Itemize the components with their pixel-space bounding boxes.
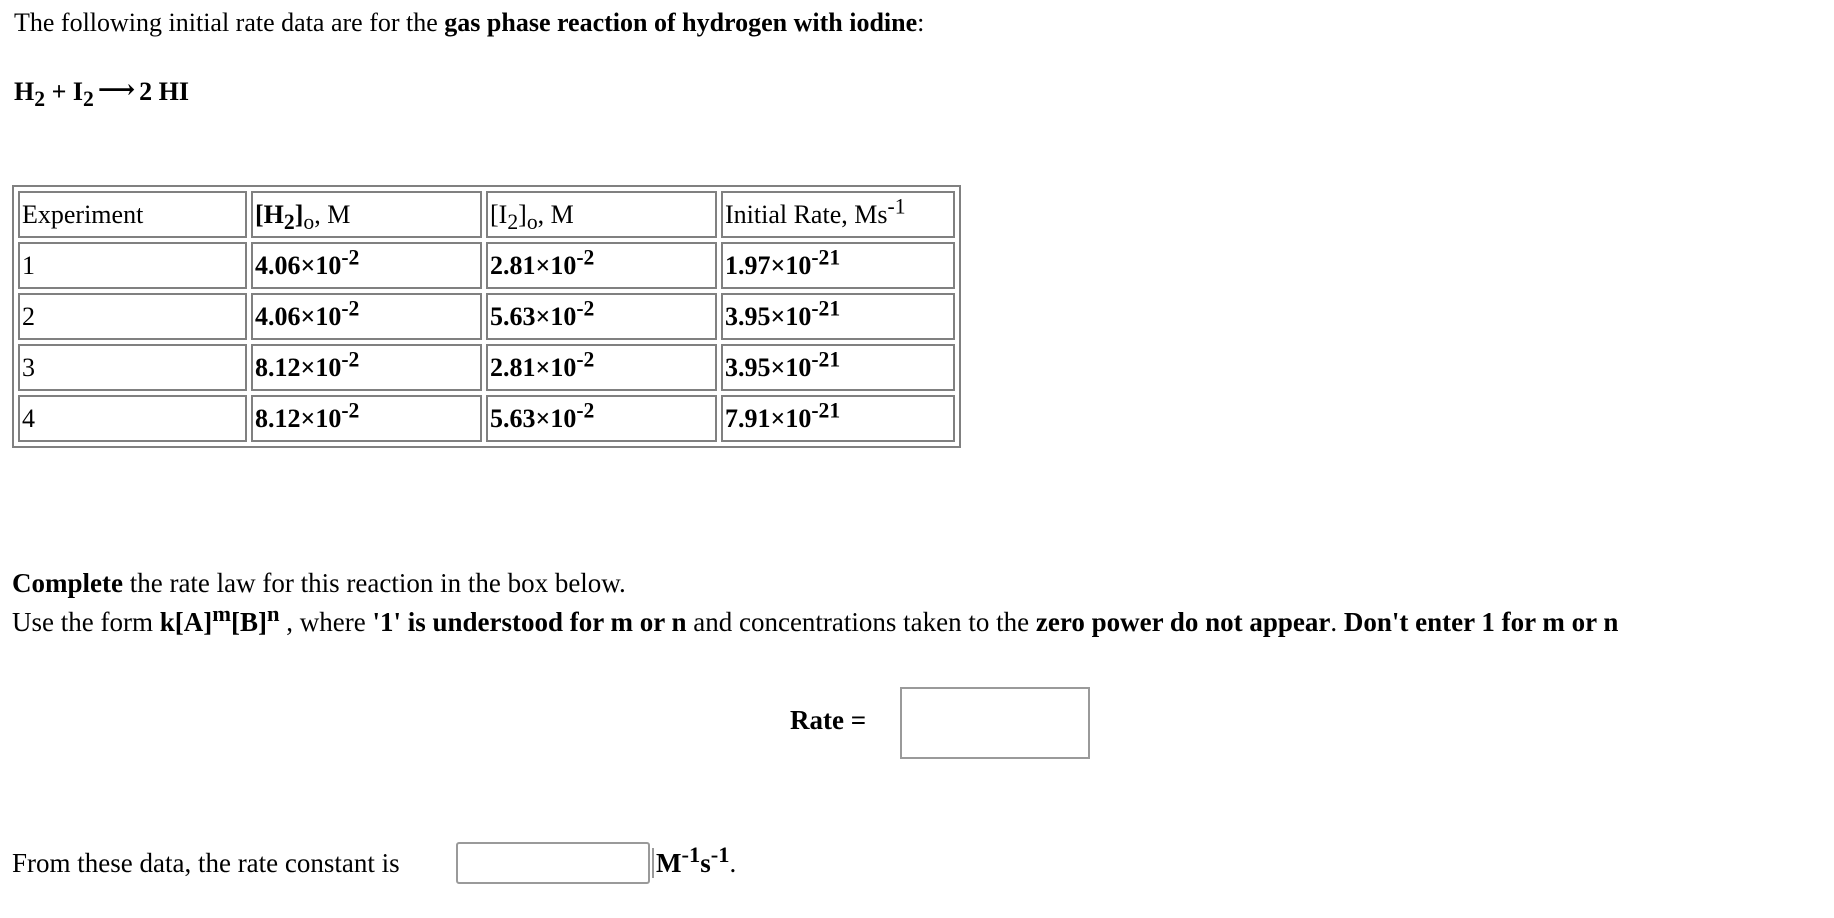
cell-i2: $5.63\times 10^{-2}$: [486, 395, 717, 442]
header-h2: $[H_2]_o$, M: [251, 191, 482, 238]
table-row: [18, 293, 955, 340]
table-row: [18, 242, 955, 289]
cell-experiment: 1: [18, 242, 247, 289]
cell-rate: $1.97\times 10^{-21}$: [721, 242, 955, 289]
rate-law-input[interactable]: [900, 687, 1090, 759]
cell-h2: $4.06\times 10^{-2}$: [251, 242, 482, 289]
cell-rate: $3.95\times 10^{-21}$: [721, 344, 955, 391]
reactant-h-subscript: 2: [34, 87, 46, 112]
header-initial-rate: Initial Rate, $Ms^{-1}$: [721, 191, 955, 238]
cell-experiment: 3: [18, 344, 247, 391]
intro-prefix: The following initial rate data are for the: [14, 8, 445, 37]
intro-text: [14, 8, 924, 38]
cell-i2: $5.63\times 10^{-2}$: [486, 293, 717, 340]
intro-bold: gas phase reaction of hydrogen with iodine: [444, 8, 918, 37]
rate-law-label: Rate =: [790, 705, 867, 735]
reactant-i: I: [72, 77, 84, 106]
rate-data-table: [12, 185, 961, 448]
cell-h2: $4.06\times 10^{-2}$: [251, 293, 482, 340]
cell-h2: $8.12\times 10^{-2}$: [251, 344, 482, 391]
rate-constant-label: From these data, the rate constant is: [12, 848, 400, 878]
reaction-equation: [14, 75, 189, 112]
cell-rate: $7.91\times 10^{-21}$: [721, 395, 955, 442]
header-i2: $[I_2]_o$, M: [486, 191, 717, 238]
reactant-h: H: [14, 77, 35, 106]
table-row: [18, 395, 955, 442]
reaction-arrow-icon: ⟶: [97, 75, 136, 104]
table-header-row: [18, 191, 955, 238]
instruction-line-2: Use the form $k[A]^m[B]^n$ , where '1' is understood for m or n and concentrations taken to the zero power do not appear. Don't enter 1 for m or n: [12, 601, 1619, 637]
cell-experiment: 2: [18, 293, 247, 340]
instruction-line-1: Complete the rate law for this reaction in the box below.: [12, 568, 626, 598]
plus-sign: +: [51, 77, 67, 106]
cell-i2: $2.81\times 10^{-2}$: [486, 344, 717, 391]
header-experiment: Experiment: [18, 191, 247, 238]
intro-suffix: :: [917, 8, 925, 37]
cell-i2: $2.81\times 10^{-2}$: [486, 242, 717, 289]
rate-constant-units: $M^{-1}s^{-1}$.: [652, 848, 736, 879]
cell-experiment: 4: [18, 395, 247, 442]
table-row: [18, 344, 955, 391]
cell-rate: $3.95\times 10^{-21}$: [721, 293, 955, 340]
product: 2 HI: [139, 77, 189, 106]
reactant-i-subscript: 2: [83, 87, 94, 112]
rate-constant-input[interactable]: [456, 842, 650, 884]
cell-h2: $8.12\times 10^{-2}$: [251, 395, 482, 442]
